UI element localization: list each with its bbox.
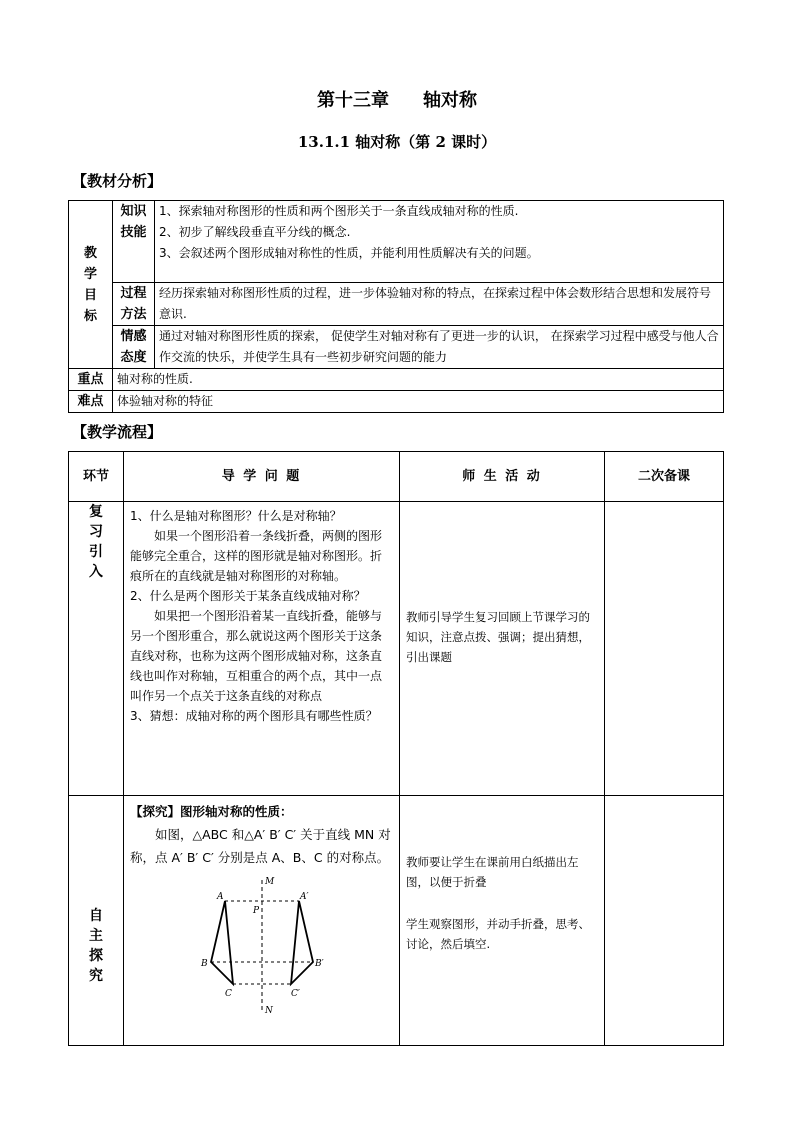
knowledge-item: 3、会叙述两个图形成轴对称性的性质，并能利用性质解决有关的问题。 — [159, 246, 539, 260]
chapter-topic: 轴对称 — [423, 90, 477, 111]
emotion-content: 通过对轴对称图形性质的探索， 促使学生对轴对称有了更进一步的认识， 在探索学习过程中感受与他人合作交流的快乐，并使学生具有一些初步研究问题的能力 — [155, 326, 724, 369]
label-a-prime: A′ — [299, 892, 309, 902]
stage-explore: 自 主 探 究 — [69, 796, 124, 1046]
explore-activity-1: 教师要让学生在课前用白纸描出左图，以便于折叠 — [406, 855, 579, 889]
review-a1: 如果一个图形沿着一条线折叠，两侧的图形能够完全重合，这样的图形就是轴对称图形。折痕所在的直线就是轴对称图形的对称轴。 — [130, 529, 383, 583]
process-table — [68, 451, 724, 1046]
lesson-title: 13.1.1 轴对称（第 2 课时） — [297, 133, 497, 151]
header-stage: 环节 — [69, 452, 124, 502]
analysis-heading: 【教材分析】 — [72, 172, 163, 190]
explore-activity-2: 学生观察图形，并动手折叠，思考、讨论，然后填空. — [406, 917, 590, 951]
header-question: 导 学 问 题 — [124, 452, 400, 502]
difficulty-label: 难点 — [69, 391, 113, 413]
key-content: 轴对称的性质. — [113, 369, 724, 391]
knowledge-item: 1、探索轴对称图形的性质和两个图形关于一条直线成轴对称的性质. — [159, 204, 519, 218]
label-c-prime: C′ — [290, 989, 300, 999]
header-activity: 师 生 活 动 — [400, 452, 605, 502]
review-a2: 如果把一个图形沿着某一直线折叠，能够与另一个图形重合，那么就说这两个图形关于这条直线对称，也称为这两个图形成轴对称，这条直线也叫作对称轴，互相重合的两个点，其中一点叫作另一个点关于这条直线的对称点 — [130, 609, 383, 703]
knowledge-content — [155, 201, 724, 283]
explore-text: 如图，△ABC 和△A′ B′ C′ 关于直线 MN 对称，点 A′ B′ C′ 分别是点 A、B、C 的对称点。 — [130, 827, 391, 865]
process-label: 过程 方法 — [113, 283, 155, 326]
review-questions — [124, 502, 400, 796]
difficulty-content: 体验轴对称的特征 — [113, 391, 724, 413]
label-c: C — [224, 989, 232, 999]
analysis-table — [68, 200, 724, 413]
process-content: 经历探索轴对称图形性质的过程，进一步体验轴对称的特点，在探索过程中体会数形结合思想和发展符号意识. — [155, 283, 724, 326]
header-notes: 二次备课 — [605, 452, 724, 502]
process-heading: 【教学流程】 — [72, 423, 163, 441]
label-b-prime: B′ — [314, 959, 324, 969]
stage-review: 复 习 引 入 — [69, 502, 124, 796]
goal-label: 教 学 目 标 — [69, 201, 113, 369]
knowledge-label: 知识 技能 — [113, 201, 155, 283]
label-p: P — [252, 906, 259, 916]
explore-notes — [605, 796, 724, 1046]
chapter-number: 第十三章 — [317, 90, 389, 111]
chapter-title — [0, 86, 794, 112]
label-a: A — [216, 892, 223, 902]
explore-topic-line — [130, 800, 393, 823]
explore-activity — [400, 796, 605, 1046]
review-q2: 2、什么是两个图形关于某条直线成轴对称？ — [130, 589, 366, 603]
symmetry-figure — [187, 875, 337, 1015]
emotion-label: 情感 态度 — [113, 326, 155, 369]
review-activity: 教师引导学生复习回顾上节课学习的知识，注意点拨、强调；提出猜想，引出课题 — [400, 502, 605, 796]
explore-tag: 【探究】 — [130, 804, 181, 819]
label-m: M — [264, 877, 274, 887]
review-notes — [605, 502, 724, 796]
review-q3: 3、猜想：成轴对称的两个图形具有哪些性质？ — [130, 709, 378, 723]
key-label: 重点 — [69, 369, 113, 391]
label-b: B — [200, 959, 208, 969]
explore-questions — [124, 796, 400, 1046]
label-n: N — [264, 1006, 273, 1015]
knowledge-item: 2、初步了解线段垂直平分线的概念. — [159, 225, 351, 239]
explore-topic: 图形轴对称的性质： — [180, 804, 293, 819]
review-q1: 1、什么是轴对称图形？什么是对称轴？ — [130, 509, 342, 523]
